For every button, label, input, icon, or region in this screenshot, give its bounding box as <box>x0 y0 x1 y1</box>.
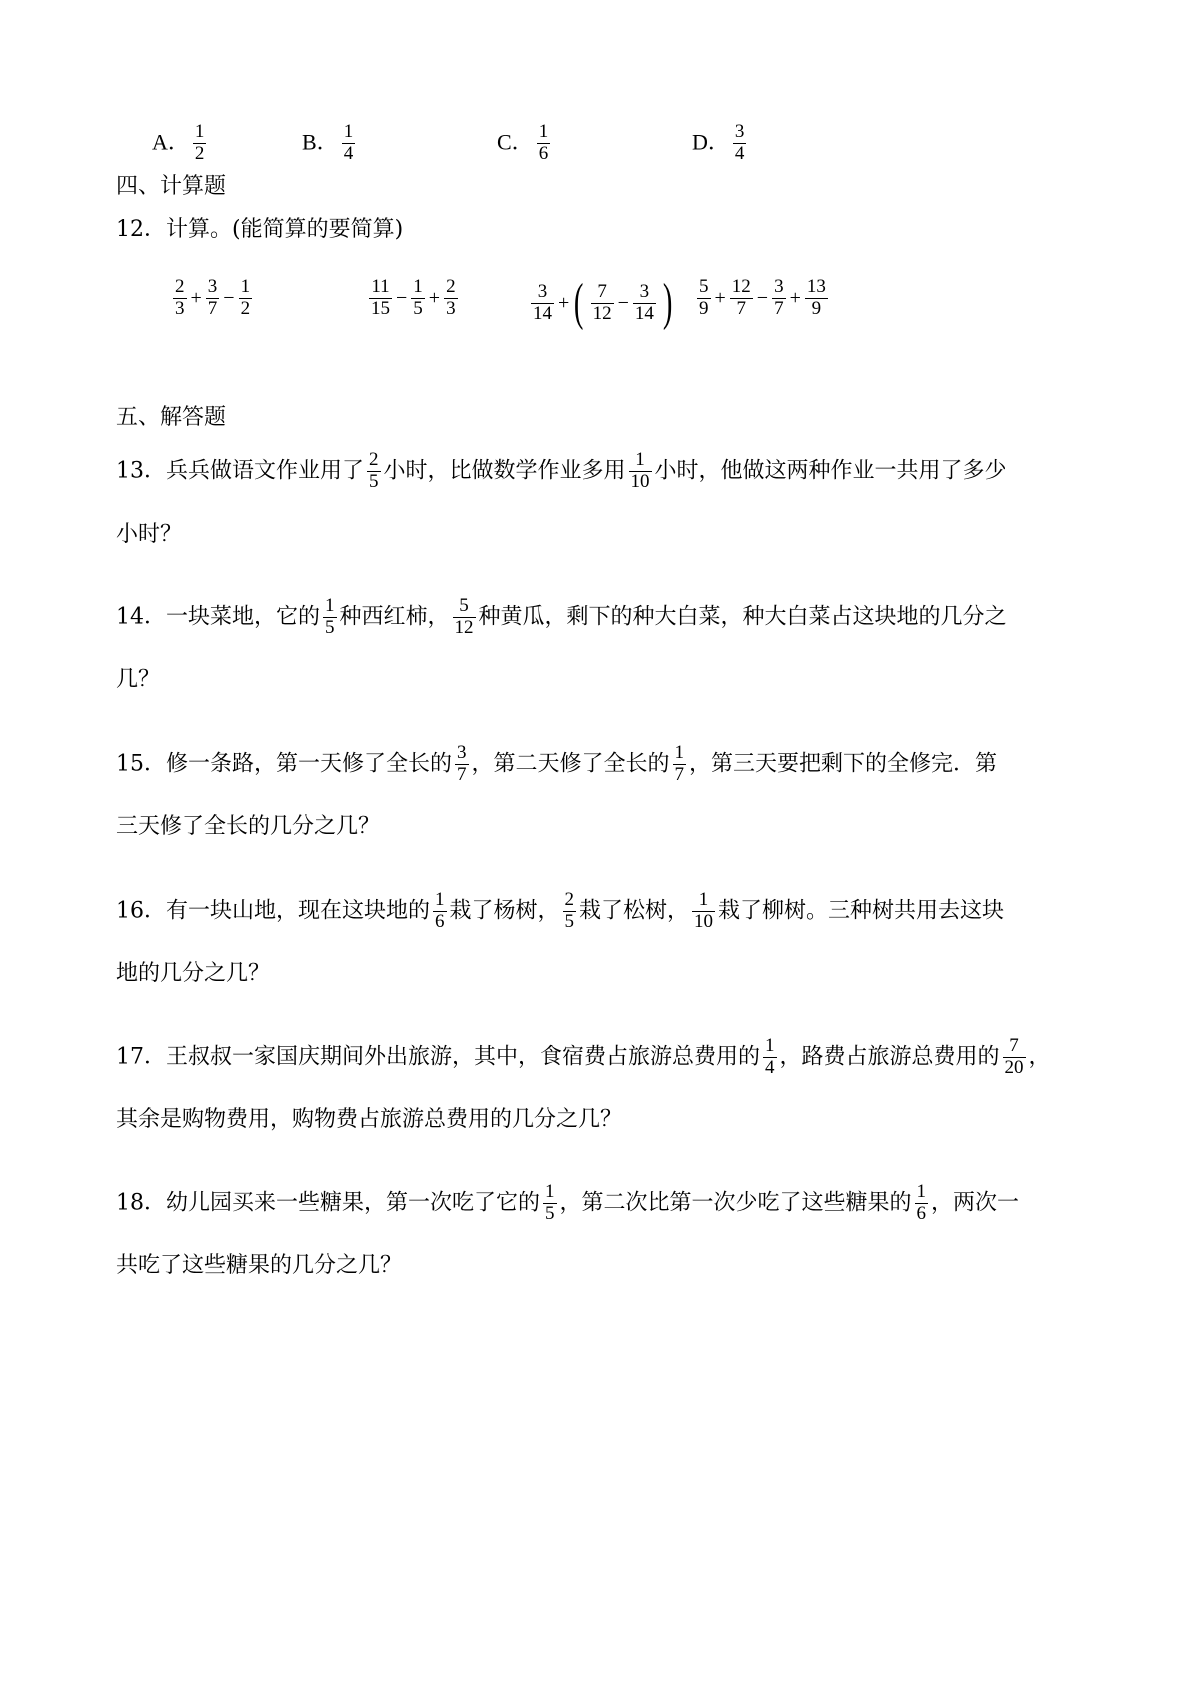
choice-b <box>302 122 358 165</box>
operator: + <box>714 286 726 309</box>
left-paren: ( <box>574 274 584 331</box>
fraction: $\frac{1}{2}$ <box>194 121 205 164</box>
fraction: $\frac{1}{4}$ <box>765 1035 775 1078</box>
choice-label: C． <box>497 129 534 155</box>
fraction: $\frac{1}{6}$ <box>916 1181 927 1224</box>
question-13-line2: 小时？ <box>116 522 183 547</box>
question-15: 15．修一条路，第一天修了全长的 $\frac{3}{7}$ ，第二天修了全长的 $\frac{1}{7}$ ，第三天要把剩下的全修完．第 <box>116 742 998 785</box>
fraction: $\frac{11}{15}$ <box>371 276 390 319</box>
question-16: 16．有一块山地，现在这块地的 $\frac{1}{6}$ 栽了杨树， $\frac{2}{5}$ 栽了松树， $\frac{1}{10}$ 栽了柳树。三种树共用去这块 <box>116 889 1005 932</box>
choice-c <box>497 122 553 165</box>
fraction: $\frac{1}{5}$ <box>325 595 335 638</box>
operator: + <box>789 286 801 309</box>
operator: + <box>558 291 570 314</box>
expression-4 <box>694 277 831 320</box>
fraction: $\frac{2}{3}$ <box>175 276 185 319</box>
question-14-line2: 几？ <box>116 667 161 692</box>
operator: − <box>396 286 408 309</box>
expression-1 <box>170 277 255 320</box>
fraction: $\frac{1}{7}$ <box>674 742 685 785</box>
question-18: 18．幼儿园买来一些糖果，第一次吃了它的 $\frac{1}{5}$ ，第二次比第一次少吃了这些糖果的 $\frac{1}{6}$ ，两次一 <box>116 1181 1020 1224</box>
fraction: $\frac{7}{12}$ <box>592 280 612 324</box>
operator: − <box>223 286 235 309</box>
fraction: $\frac{5}{12}$ <box>454 595 474 638</box>
question-13: 13．兵兵做语文作业用了 $\frac{2}{5}$ 小时，比做数学作业多用 $\frac{1}{10}$ 小时，他做这两种作业一共用了多少 <box>116 449 1007 492</box>
operator: − <box>617 291 629 314</box>
expression-2 <box>366 277 461 320</box>
fraction: $\frac{5}{9}$ <box>699 276 709 319</box>
fraction: $\frac{2}{5}$ <box>564 889 575 932</box>
fraction: $\frac{2}{3}$ <box>446 276 456 319</box>
fraction: $\frac{3}{14}$ <box>634 280 654 324</box>
fraction: $\frac{1}{5}$ <box>545 1181 555 1224</box>
section-heading-5: 五、解答题 <box>116 405 227 430</box>
fraction: $\frac{7}{20}$ <box>1004 1035 1024 1078</box>
fraction: $\frac{13}{9}$ <box>806 276 826 319</box>
choice-label: A． <box>152 129 190 155</box>
operator: + <box>428 286 441 309</box>
choice-a <box>152 122 209 165</box>
fraction: $\frac{1}{10}$ <box>630 449 650 492</box>
question-18-line2: 共吃了这些糖果的几分之几？ <box>116 1253 403 1278</box>
question-12: 12．计算。(能简算的要简算) <box>116 217 404 242</box>
fraction: $\frac{3}{7}$ <box>457 742 467 785</box>
expression-3 <box>528 274 676 331</box>
question-15-line2: 三天修了全长的几分之几？ <box>116 814 381 839</box>
choice-label: B． <box>302 129 339 155</box>
question-14: 14．一块菜地，它的 $\frac{1}{5}$ 种西红柿， $\frac{5}{12}$ 种黄瓜，剩下的种大白菜，种大白菜占这块地的几分之 <box>116 595 1007 638</box>
fraction: $\frac{2}{5}$ <box>369 449 379 492</box>
fraction: $\frac{1}{4}$ <box>343 121 354 164</box>
question-17: 17．王叔叔一家国庆期间外出旅游，其中，食宿费占旅游总费用的 $\frac{1}{4}$ ，路费占旅游总费用的 $\frac{7}{20}$ ， <box>116 1035 1051 1078</box>
section-heading-4: 四、计算题 <box>116 174 227 199</box>
right-paren: ) <box>662 274 673 331</box>
fraction: $\frac{3}{7}$ <box>207 276 218 319</box>
fraction: $\frac{1}{2}$ <box>240 276 251 319</box>
fraction: $\frac{3}{4}$ <box>734 121 745 164</box>
operator: − <box>756 286 769 309</box>
question-17-line2: 其余是购物费用，购物费占旅游总费用的几分之几？ <box>116 1107 623 1132</box>
fraction: $\frac{3}{14}$ <box>533 280 552 324</box>
fraction: $\frac{1}{6}$ <box>538 121 549 164</box>
question-16-line2: 地的几分之几？ <box>116 961 271 986</box>
choice-label: D． <box>692 129 730 155</box>
fraction: $\frac{3}{7}$ <box>774 276 784 319</box>
choice-d <box>692 122 749 165</box>
operator: + <box>190 286 202 309</box>
fraction: $\frac{12}{7}$ <box>731 276 751 319</box>
fraction: $\frac{1}{10}$ <box>694 889 714 932</box>
fraction: $\frac{1}{5}$ <box>413 276 423 319</box>
fraction: $\frac{1}{6}$ <box>435 889 445 932</box>
